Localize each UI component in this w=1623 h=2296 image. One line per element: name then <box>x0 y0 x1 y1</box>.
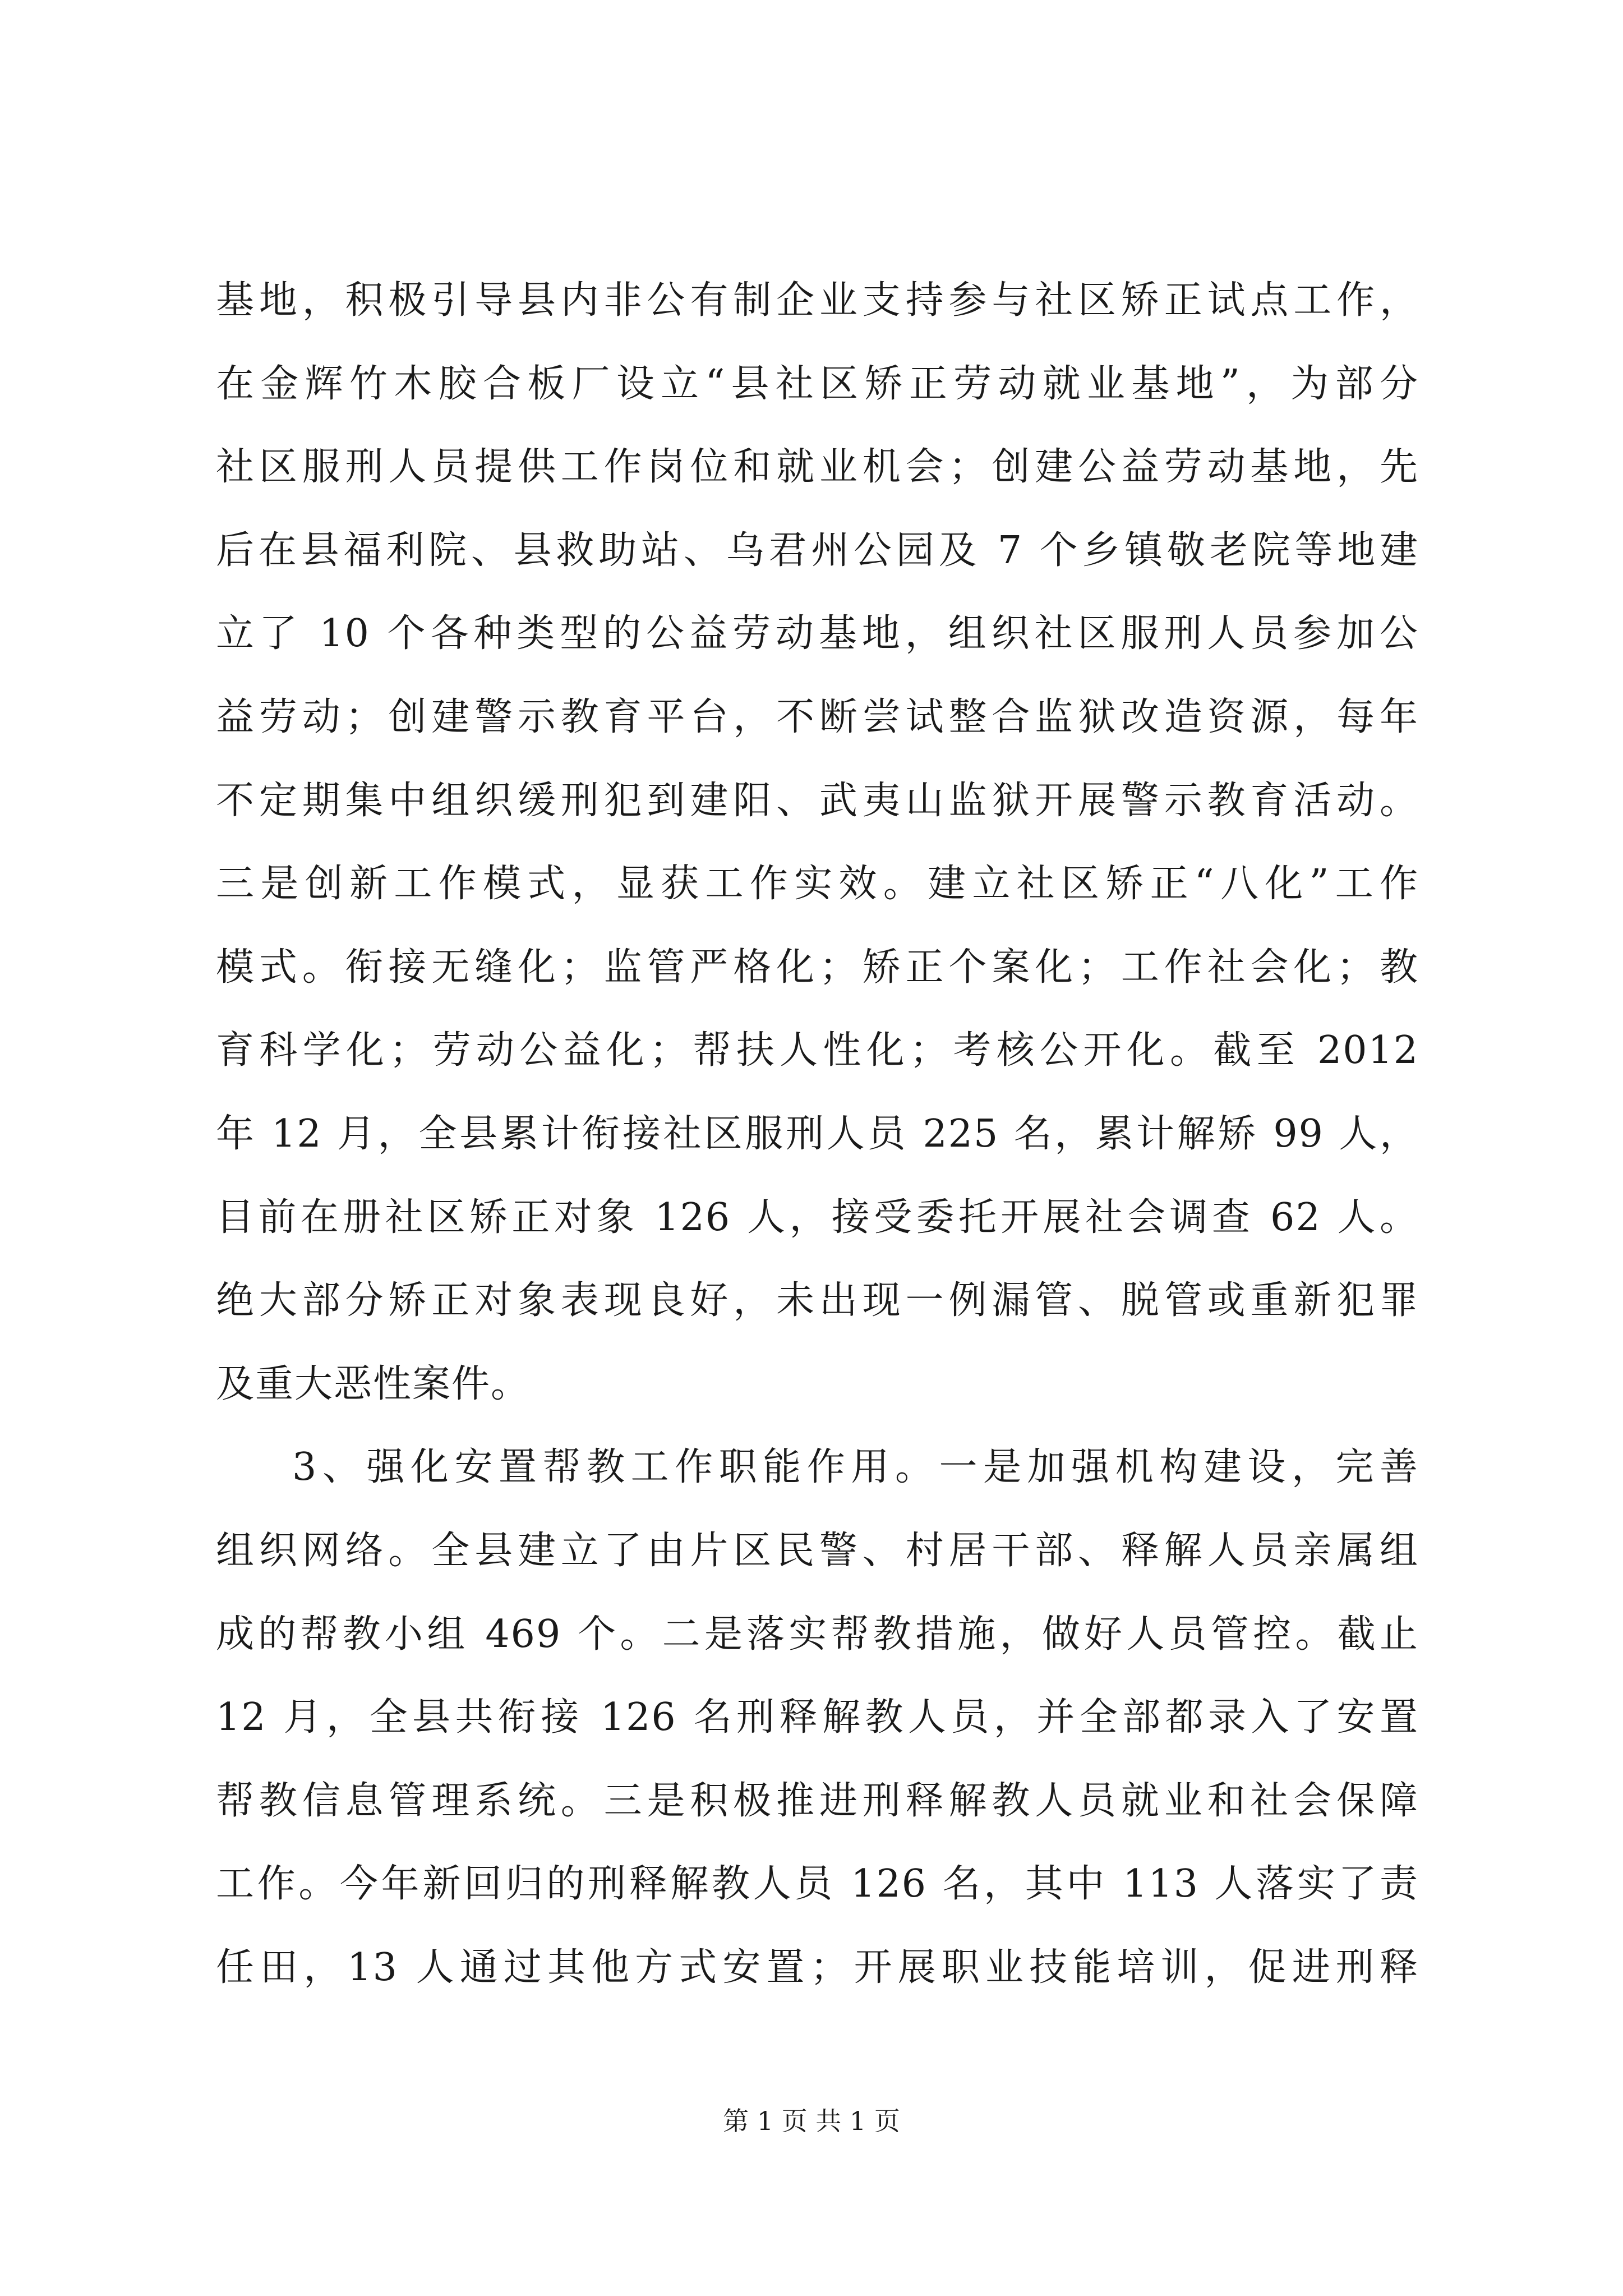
text-line: 在金辉竹木胶合板厂设立“县社区矫正劳动就业基地”，为部分 <box>216 361 1419 406</box>
text-line: 模式。衔接无缝化；监管严格化；矫正个案化；工作社会化；教 <box>216 945 1419 990</box>
text-line: 12 月，全县共衔接 126 名刑释解教人员，并全部都录入了安置 <box>216 1695 1419 1740</box>
text-line: 三是创新工作模式，显获工作实效。建立社区矫正“八化”工作 <box>216 862 1419 907</box>
text-line: 任田，13 人通过其他方式安置；开展职业技能培训，促进刑释 <box>216 1945 1419 1990</box>
page-footer: 第 1 页 共 1 页 <box>723 2106 900 2136</box>
text-line: 目前在册社区矫正对象 126 人，接受委托开展社会调查 62 人。 <box>216 1195 1419 1240</box>
text-line: 不定期集中组织缓刑犯到建阳、武夷山监狱开展警示教育活动。 <box>216 778 1419 823</box>
text-line: 及重大恶性案件。 <box>216 1361 531 1406</box>
text-line: 立了 10 个各种类型的公益劳动基地，组织社区服刑人员参加公 <box>216 611 1419 656</box>
text-line: 基地，积极引导县内非公有制企业支持参与社区矫正试点工作， <box>216 278 1419 323</box>
text-line: 后在县福利院、县救助站、乌君州公园及 7 个乡镇敬老院等地建 <box>216 528 1419 573</box>
text-line: 工作。今年新回归的刑释解教人员 126 名，其中 113 人落实了责 <box>216 1862 1419 1907</box>
document-body <box>216 259 1419 2009</box>
text-line: 绝大部分矫正对象表现良好，未出现一例漏管、脱管或重新犯罪 <box>216 1278 1419 1323</box>
text-line: 组织网络。全县建立了由片区民警、村居干部、释解人员亲属组 <box>216 1528 1419 1573</box>
text-line: 育科学化；劳动公益化；帮扶人性化；考核公开化。截至 2012 <box>216 1028 1419 1073</box>
paragraph-start-line: 3、强化安置帮教工作职能作用。一是加强机构建设，完善 <box>292 1445 1419 1490</box>
text-line: 帮教信息管理系统。三是积极推进刑释解教人员就业和社会保障 <box>216 1778 1419 1823</box>
text-line: 年 12 月，全县累计衔接社区服刑人员 225 名，累计解矫 99 人， <box>216 1111 1419 1156</box>
text-line: 益劳动；创建警示教育平台，不断尝试整合监狱改造资源，每年 <box>216 694 1419 739</box>
text-line: 成的帮教小组 469 个。二是落实帮教措施，做好人员管控。截止 <box>216 1612 1419 1657</box>
text-line: 社区服刑人员提供工作岗位和就业机会；创建公益劳动基地，先 <box>216 445 1419 490</box>
